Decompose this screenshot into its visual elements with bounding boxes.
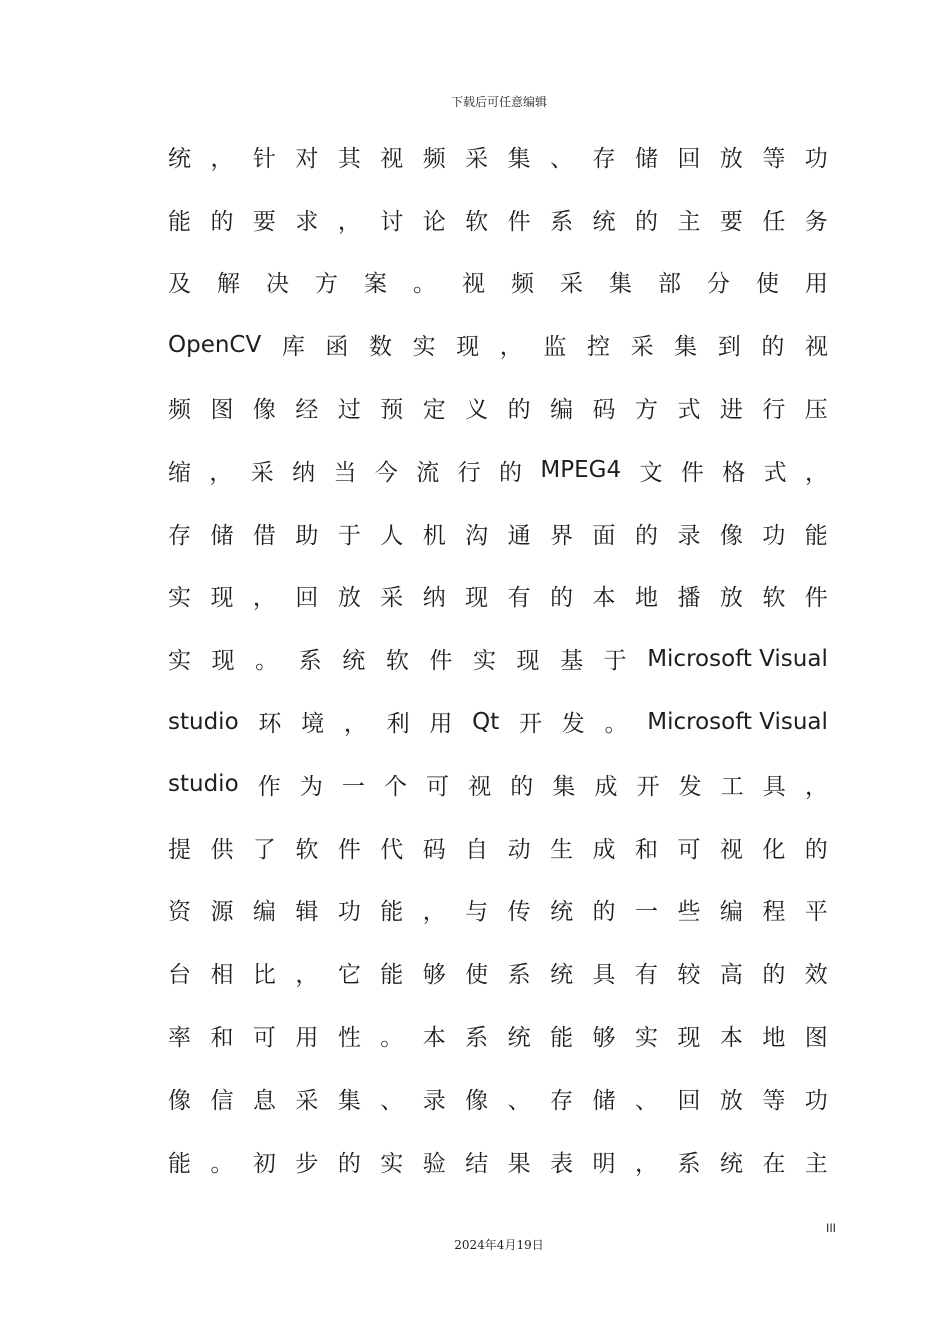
text-token: 图: [804, 1025, 828, 1052]
text-token: 集: [507, 145, 531, 172]
text-token: 用: [805, 271, 828, 298]
text-line: [168, 251, 828, 314]
text-token: 压: [804, 397, 828, 424]
text-token: 缩: [168, 459, 191, 486]
text-token: 能: [550, 1025, 574, 1052]
text-token: 于: [603, 648, 627, 675]
text-token: 沟: [465, 522, 489, 549]
text-token: 编: [252, 899, 276, 926]
text-token: 够: [592, 1025, 616, 1052]
text-token: 采: [380, 585, 404, 612]
text-token: 务: [804, 208, 828, 235]
text-token: 软: [385, 648, 409, 675]
text-token: 有: [634, 962, 658, 989]
text-token: 对: [295, 145, 319, 172]
text-token: 统: [507, 1025, 531, 1052]
text-token: 软: [762, 585, 786, 612]
text-token: 在: [762, 1150, 786, 1177]
text-token: 决: [266, 271, 289, 298]
text-token: 的: [510, 773, 534, 800]
text-token: 供: [210, 836, 234, 863]
text-token: 能: [380, 899, 404, 926]
text-token: 些: [677, 899, 701, 926]
text-token: 的: [804, 836, 828, 863]
text-token: 可: [677, 836, 701, 863]
text-token: 界: [550, 522, 574, 549]
text-token: 实: [472, 648, 496, 675]
text-token: 视: [468, 773, 492, 800]
text-token: 现: [456, 334, 480, 361]
text-token: 频: [168, 397, 191, 424]
page-number: III: [826, 1221, 837, 1235]
text-token: 实: [380, 1150, 404, 1177]
text-token: 图: [210, 397, 234, 424]
text-token: 储: [592, 1087, 616, 1114]
text-token: 和: [210, 1025, 234, 1052]
text-token: 验: [422, 1150, 446, 1177]
text-token: 主: [677, 208, 701, 235]
text-token: Microsoft Visual: [647, 645, 828, 672]
text-token: 的: [550, 585, 574, 612]
text-line: [168, 627, 828, 690]
text-token: 现: [211, 648, 235, 675]
text-token: 等: [762, 145, 786, 172]
text-token: 可: [426, 773, 450, 800]
text-token: 存: [550, 1087, 574, 1114]
text-token: 统: [719, 1150, 743, 1177]
text-token: 生: [550, 836, 574, 863]
text-token: 储: [634, 145, 658, 172]
text-token: ，: [337, 208, 361, 235]
text-line: [168, 1067, 828, 1130]
text-token: 式: [677, 397, 701, 424]
text-token: 纳: [292, 459, 316, 486]
text-token: 相: [210, 962, 234, 989]
text-token: 的: [592, 899, 616, 926]
text-token: 的: [337, 1150, 361, 1177]
text-token: 、: [550, 145, 574, 172]
text-token: 用: [429, 711, 453, 738]
text-token: 等: [762, 1087, 786, 1114]
text-token: 统: [550, 962, 574, 989]
text-token: 储: [210, 522, 234, 549]
text-token: 实: [168, 585, 191, 612]
text-token: 代: [380, 836, 404, 863]
text-line: [168, 1130, 828, 1193]
text-line: [168, 439, 828, 502]
text-token: 现: [677, 1025, 701, 1052]
text-token: 开: [636, 773, 660, 800]
text-line: [168, 125, 828, 188]
text-token: 台: [168, 962, 191, 989]
text-token: 比: [252, 962, 276, 989]
text-token: 库: [281, 334, 305, 361]
text-token: ，: [499, 334, 523, 361]
text-token: 式: [763, 459, 787, 486]
text-token: 要: [719, 208, 743, 235]
text-token: 、: [380, 1087, 404, 1114]
text-token: 成: [592, 836, 616, 863]
text-token: 实: [412, 334, 436, 361]
text-token: 具: [592, 962, 616, 989]
text-token: 格: [722, 459, 746, 486]
text-token: 明: [592, 1150, 616, 1177]
text-token: 它: [337, 962, 361, 989]
text-token: 初: [252, 1150, 276, 1177]
text-token: 系: [550, 208, 574, 235]
text-token: 统: [168, 145, 191, 172]
text-token: 、: [507, 1087, 531, 1114]
text-token: 件: [337, 836, 361, 863]
text-line: [168, 879, 828, 942]
text-token: 录: [422, 1087, 446, 1114]
text-token: 视: [804, 334, 828, 361]
text-token: 本: [719, 1025, 743, 1052]
text-token: 文: [639, 459, 663, 486]
text-token: 一: [341, 773, 365, 800]
text-token: 为: [299, 773, 323, 800]
text-token: 的: [210, 208, 234, 235]
text-token: OpenCV: [168, 331, 262, 358]
text-token: 具: [762, 773, 786, 800]
text-token: 码: [422, 836, 446, 863]
text-token: ，: [804, 773, 828, 800]
text-token: 效: [804, 962, 828, 989]
text-token: 采: [560, 271, 583, 298]
text-token: 纳: [422, 585, 446, 612]
text-token: 论: [422, 208, 446, 235]
text-token: 于: [337, 522, 361, 549]
text-token: 利: [386, 711, 410, 738]
text-token: 面: [592, 522, 616, 549]
text-line: [168, 753, 828, 816]
text-token: 当: [333, 459, 357, 486]
text-token: 放: [719, 1087, 743, 1114]
text-token: ，: [804, 459, 828, 486]
text-token: 系: [507, 962, 531, 989]
text-token: 可: [252, 1025, 276, 1052]
text-line: [168, 816, 828, 879]
text-token: 助: [295, 522, 319, 549]
text-token: 有: [507, 585, 531, 612]
text-token: 像: [252, 397, 276, 424]
text-token: 借: [252, 522, 276, 549]
text-line: [168, 188, 828, 251]
text-token: 存: [592, 145, 616, 172]
text-token: 案: [364, 271, 387, 298]
text-token: 控: [586, 334, 610, 361]
text-token: 境: [301, 711, 325, 738]
text-token: 件: [429, 648, 453, 675]
text-token: 息: [252, 1087, 276, 1114]
text-token: 方: [634, 397, 658, 424]
text-token: 视: [719, 836, 743, 863]
text-token: 机: [422, 522, 446, 549]
text-token: 视: [462, 271, 485, 298]
text-token: 过: [337, 397, 361, 424]
text-token: 件: [680, 459, 704, 486]
text-token: 主: [804, 1150, 828, 1177]
text-token: ，: [422, 899, 446, 926]
text-token: 个: [384, 773, 408, 800]
text-token: 频: [511, 271, 534, 298]
text-token: 经: [295, 397, 319, 424]
text-token: Microsoft Visual: [647, 708, 828, 735]
text-token: 针: [252, 145, 276, 172]
text-token: 到: [717, 334, 741, 361]
page-header: 下载后可任意编辑: [450, 95, 547, 109]
text-token: 播: [677, 585, 701, 612]
text-token: 本: [422, 1025, 446, 1052]
text-token: 人: [380, 522, 404, 549]
text-token: 像: [465, 1087, 489, 1114]
text-token: 软: [295, 836, 319, 863]
text-token: 开: [519, 711, 543, 738]
text-token: 平: [804, 899, 828, 926]
text-token: 化: [762, 836, 786, 863]
text-token: 系: [298, 648, 322, 675]
text-token: 基: [560, 648, 584, 675]
text-token: 果: [507, 1150, 531, 1177]
text-token: 流: [416, 459, 440, 486]
text-token: ，: [295, 962, 319, 989]
text-token: 较: [677, 962, 701, 989]
text-token: 传: [507, 899, 531, 926]
text-line: [168, 690, 828, 753]
text-token: 统: [550, 899, 574, 926]
text-token: 性: [337, 1025, 361, 1052]
text-token: 源: [210, 899, 234, 926]
body-paragraph: [168, 125, 828, 1193]
text-token: 成: [594, 773, 618, 800]
text-line: [168, 941, 828, 1004]
text-token: 现: [516, 648, 540, 675]
text-token: 数: [369, 334, 393, 361]
text-token: 功: [762, 522, 786, 549]
text-token: 结: [465, 1150, 489, 1177]
text-token: 义: [465, 397, 489, 424]
text-token: 行: [762, 397, 786, 424]
text-token: 集: [552, 773, 576, 800]
text-token: 存: [168, 522, 191, 549]
text-token: 解: [217, 271, 240, 298]
text-token: 功: [804, 1087, 828, 1114]
text-token: 视: [380, 145, 404, 172]
text-token: 信: [210, 1087, 234, 1114]
text-token: 发: [561, 711, 585, 738]
text-token: 现: [465, 585, 489, 612]
text-token: 放: [337, 585, 361, 612]
text-line: [168, 1004, 828, 1067]
text-token: 求: [295, 208, 319, 235]
text-token: 发: [678, 773, 702, 800]
text-token: 集: [609, 271, 632, 298]
text-token: 回: [677, 145, 701, 172]
text-token: 实: [168, 648, 191, 675]
text-token: 能: [168, 1150, 191, 1177]
text-token: 统: [592, 208, 616, 235]
text-token: 其: [337, 145, 361, 172]
text-token: 采: [250, 459, 274, 486]
text-token: 定: [422, 397, 446, 424]
text-token: 能: [380, 962, 404, 989]
text-token: 率: [168, 1025, 191, 1052]
text-token: 采: [630, 334, 654, 361]
text-token: 作: [257, 773, 281, 800]
text-token: 软: [465, 208, 489, 235]
text-token: 的: [507, 397, 531, 424]
text-token: 。: [255, 648, 279, 675]
text-token: 。: [210, 1150, 234, 1177]
text-token: 行: [457, 459, 481, 486]
text-token: studio: [168, 708, 239, 735]
text-token: ，: [252, 585, 276, 612]
text-token: 今: [374, 459, 398, 486]
text-line: [168, 376, 828, 439]
text-token: 统: [342, 648, 366, 675]
text-token: 自: [465, 836, 489, 863]
page-footer-date: 2024年4月19日: [454, 1238, 544, 1252]
text-token: 进: [719, 397, 743, 424]
text-token: 回: [295, 585, 319, 612]
text-line: [168, 565, 828, 628]
text-token: 提: [168, 836, 191, 863]
text-token: 分: [707, 271, 730, 298]
text-token: 编: [719, 899, 743, 926]
text-token: 了: [252, 836, 276, 863]
text-token: 通: [507, 522, 531, 549]
text-token: ，: [343, 711, 367, 738]
text-token: 资: [168, 899, 191, 926]
text-token: 地: [634, 585, 658, 612]
text-token: ，: [209, 459, 233, 486]
text-token: 讨: [380, 208, 404, 235]
text-token: 、: [634, 1087, 658, 1114]
text-token: MPEG4: [540, 457, 622, 484]
text-token: studio: [168, 771, 239, 798]
text-token: 辑: [295, 899, 319, 926]
text-token: 系: [465, 1025, 489, 1052]
text-token: 件: [804, 585, 828, 612]
text-token: Qt: [472, 708, 500, 735]
text-token: 和: [634, 836, 658, 863]
text-token: 像: [719, 522, 743, 549]
text-token: 函: [325, 334, 349, 361]
text-token: 。: [413, 271, 436, 298]
text-token: 使: [465, 962, 489, 989]
text-token: 。: [380, 1025, 404, 1052]
text-token: 能: [168, 208, 191, 235]
text-token: 高: [719, 962, 743, 989]
text-token: 地: [762, 1025, 786, 1052]
text-token: 频: [422, 145, 446, 172]
text-token: 预: [380, 397, 404, 424]
text-token: 集: [337, 1087, 361, 1114]
text-token: 监: [543, 334, 567, 361]
text-token: 动: [507, 836, 531, 863]
text-line: [168, 502, 828, 565]
text-token: 编: [550, 397, 574, 424]
text-token: ，: [210, 145, 234, 172]
text-token: 采: [295, 1087, 319, 1114]
text-token: 方: [315, 271, 338, 298]
text-token: ，: [634, 1150, 658, 1177]
text-token: 现: [210, 585, 234, 612]
text-token: 部: [658, 271, 681, 298]
text-token: 任: [762, 208, 786, 235]
text-token: 表: [550, 1150, 574, 1177]
text-token: 够: [422, 962, 446, 989]
text-token: 本: [592, 585, 616, 612]
text-token: 一: [634, 899, 658, 926]
text-token: 使: [756, 271, 779, 298]
text-token: 的: [761, 334, 785, 361]
text-token: 的: [762, 962, 786, 989]
text-token: 程: [762, 899, 786, 926]
text-token: 用: [295, 1025, 319, 1052]
text-token: 放: [719, 585, 743, 612]
text-token: 及: [168, 271, 191, 298]
text-token: 。: [604, 711, 628, 738]
text-token: 能: [804, 522, 828, 549]
text-token: 采: [465, 145, 489, 172]
text-token: 系: [677, 1150, 701, 1177]
text-token: 像: [168, 1087, 191, 1114]
text-token: 环: [258, 711, 282, 738]
text-token: 码: [592, 397, 616, 424]
text-token: 放: [719, 145, 743, 172]
text-token: 要: [252, 208, 276, 235]
text-token: 回: [677, 1087, 701, 1114]
text-token: 与: [465, 899, 489, 926]
text-token: 的: [499, 459, 522, 486]
text-token: 步: [295, 1150, 319, 1177]
text-token: 录: [677, 522, 701, 549]
text-line: [168, 313, 828, 376]
text-token: 工: [720, 773, 744, 800]
text-token: 实: [634, 1025, 658, 1052]
text-token: 功: [337, 899, 361, 926]
text-token: 集: [674, 334, 698, 361]
text-token: 功: [804, 145, 828, 172]
text-token: 的: [634, 208, 658, 235]
text-token: 的: [634, 522, 658, 549]
text-token: 件: [507, 208, 531, 235]
